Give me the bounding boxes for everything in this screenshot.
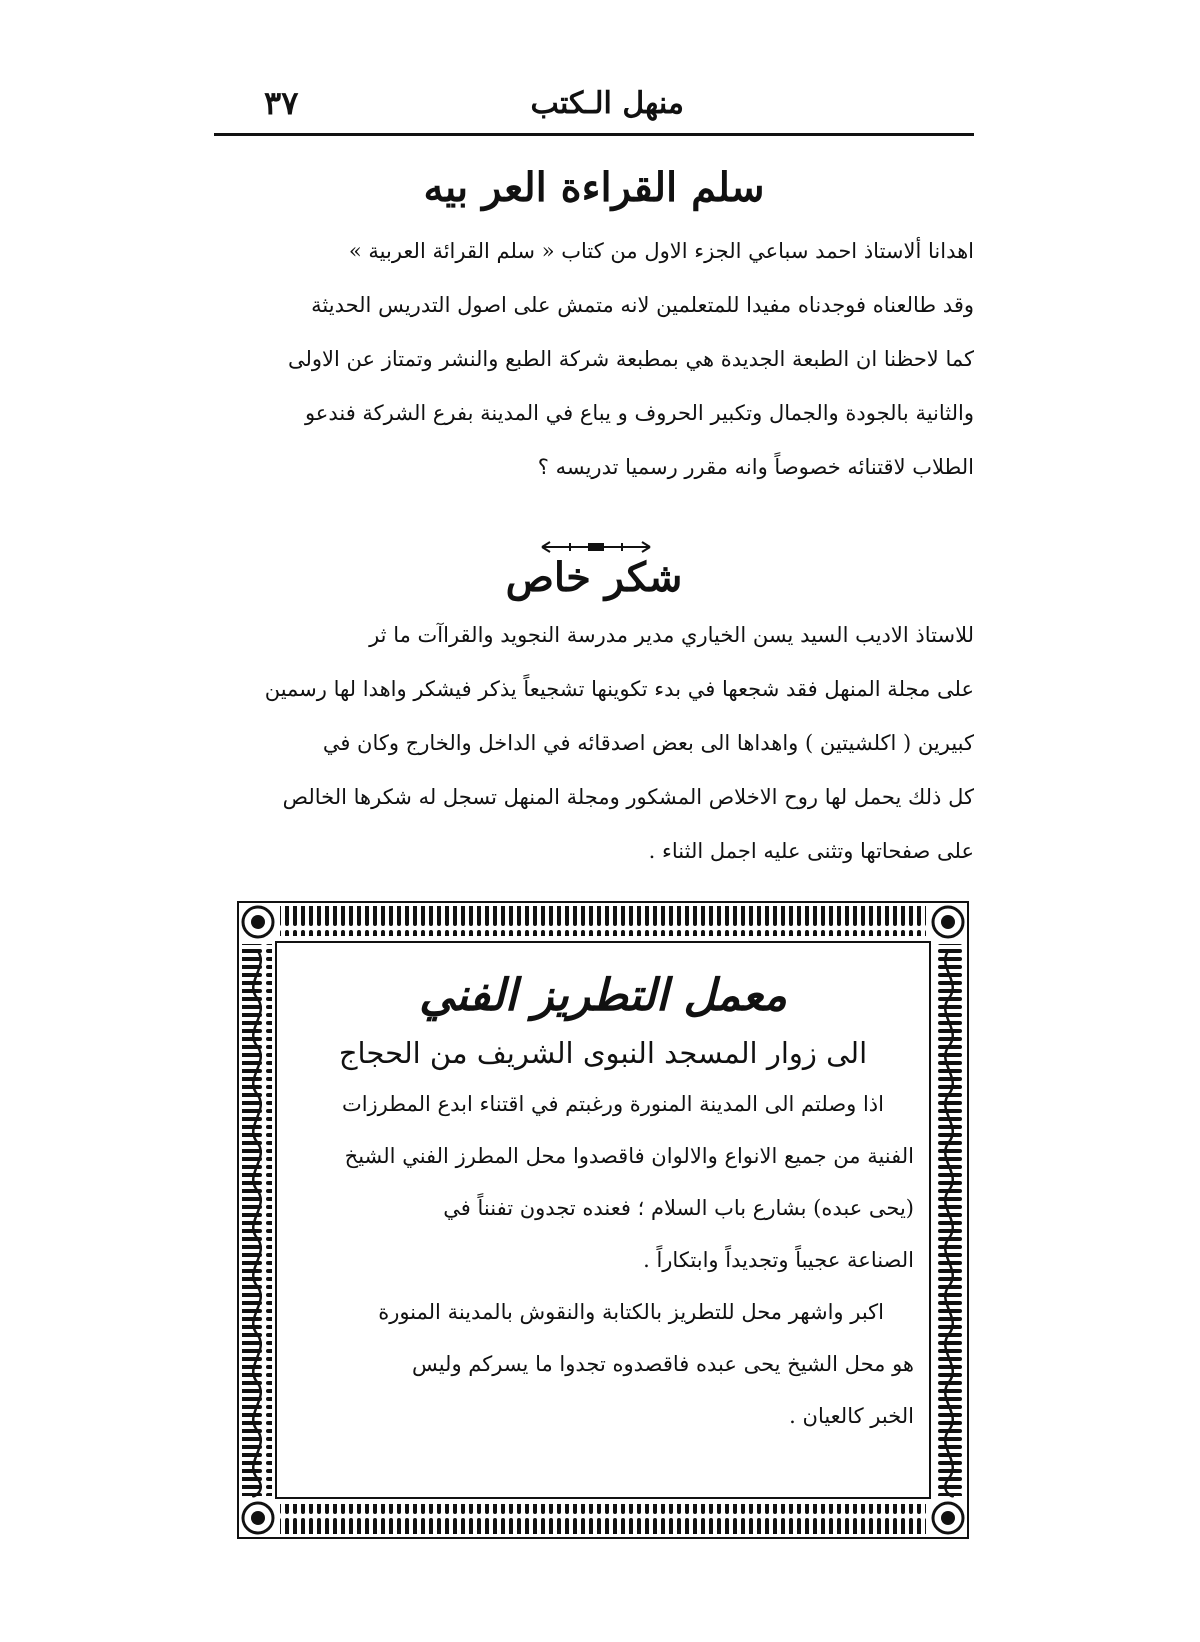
page-number: ٣٧ xyxy=(264,84,299,122)
article-line: كما لاحظنا ان الطبعة الجديدة هي بمطبعة شركة الطبع والنشر وتمتاز عن الاولى xyxy=(287,347,974,371)
article-line: اهدانا ألاستاذ احمد سباعي الجزء الاول من كتاب « سلم القرائة العربية » xyxy=(348,239,974,263)
advertisement-box xyxy=(236,900,970,1540)
ad-line: (يحى عبده) بشارع باب السلام ؛ فعنده تجدون تفنناً في xyxy=(443,1196,914,1220)
article-line: على مجلة المنهل فقد شجعها في بدء تكوينها تشجيعاً يذكر فيشكر واهدا لها رسمين xyxy=(264,677,974,701)
ad-line: الفنية من جميع الانواع والالوان فاقصدوا محل المطرز الفني الشيخ xyxy=(344,1144,914,1168)
running-title: منهل الـكتب xyxy=(530,86,684,121)
article-line: كل ذلك يحمل لها روح الاخلاص المشكور ومجلة المنهل تسجل له شكرها الخالص xyxy=(282,785,974,809)
ad-line: الصناعة عجيباً وتجديداً وابتكاراً . xyxy=(643,1248,914,1272)
article-line: كبيرين ( اكلشيتين ) واهداها الى بعض اصدقائه في الداخل والخارج وكان في xyxy=(322,731,974,755)
ad-line: اكبر واشهر محل للتطريز بالكتابة والنقوش بالمدينة المنورة xyxy=(378,1300,884,1324)
advertisement-content xyxy=(284,950,922,1490)
article-special-thanks xyxy=(214,548,974,878)
article-line: والثانية بالجودة والجمال وتكبير الحروف و يباع في المدينة بفرع الشركة فندعو xyxy=(304,401,974,425)
header-rule xyxy=(214,133,974,136)
page-header xyxy=(214,78,974,138)
ad-line: هو محل الشيخ يحى عبده فاقصدوه تجدوا ما يسركم وليس xyxy=(411,1352,914,1376)
ad-subtitle: الى زوار المسجد النبوى الشريف من الحجاج xyxy=(338,1036,868,1070)
article-line: وقد طالعناه فوجدناه مفيدا للمتعلمين لانه متمش على اصول التدريس الحديثة xyxy=(311,293,974,317)
article-heading: شكر خاص xyxy=(505,554,683,601)
article-line: للاستاذ الاديب السيد يسن الخياري مدير مدرسة النجويد والقراآت ما ثر xyxy=(369,623,974,647)
article-line: على صفحاتها وتثنى عليه اجمل الثناء . xyxy=(648,839,974,863)
ad-title: معمل التطريز الفني xyxy=(419,970,787,1021)
article-salam-reading xyxy=(214,158,974,494)
ad-line: اذا وصلتم الى المدينة المنورة ورغبتم في اقتناء ابدع المطرزات xyxy=(341,1092,884,1116)
article-heading: سلم القراءة العر بيه xyxy=(423,164,765,211)
article-line: الطلاب لاقتنائه خصوصاً وانه مقرر رسميا تدريسه ؟ xyxy=(537,455,974,479)
ad-line: الخبر كالعيان . xyxy=(789,1404,914,1428)
